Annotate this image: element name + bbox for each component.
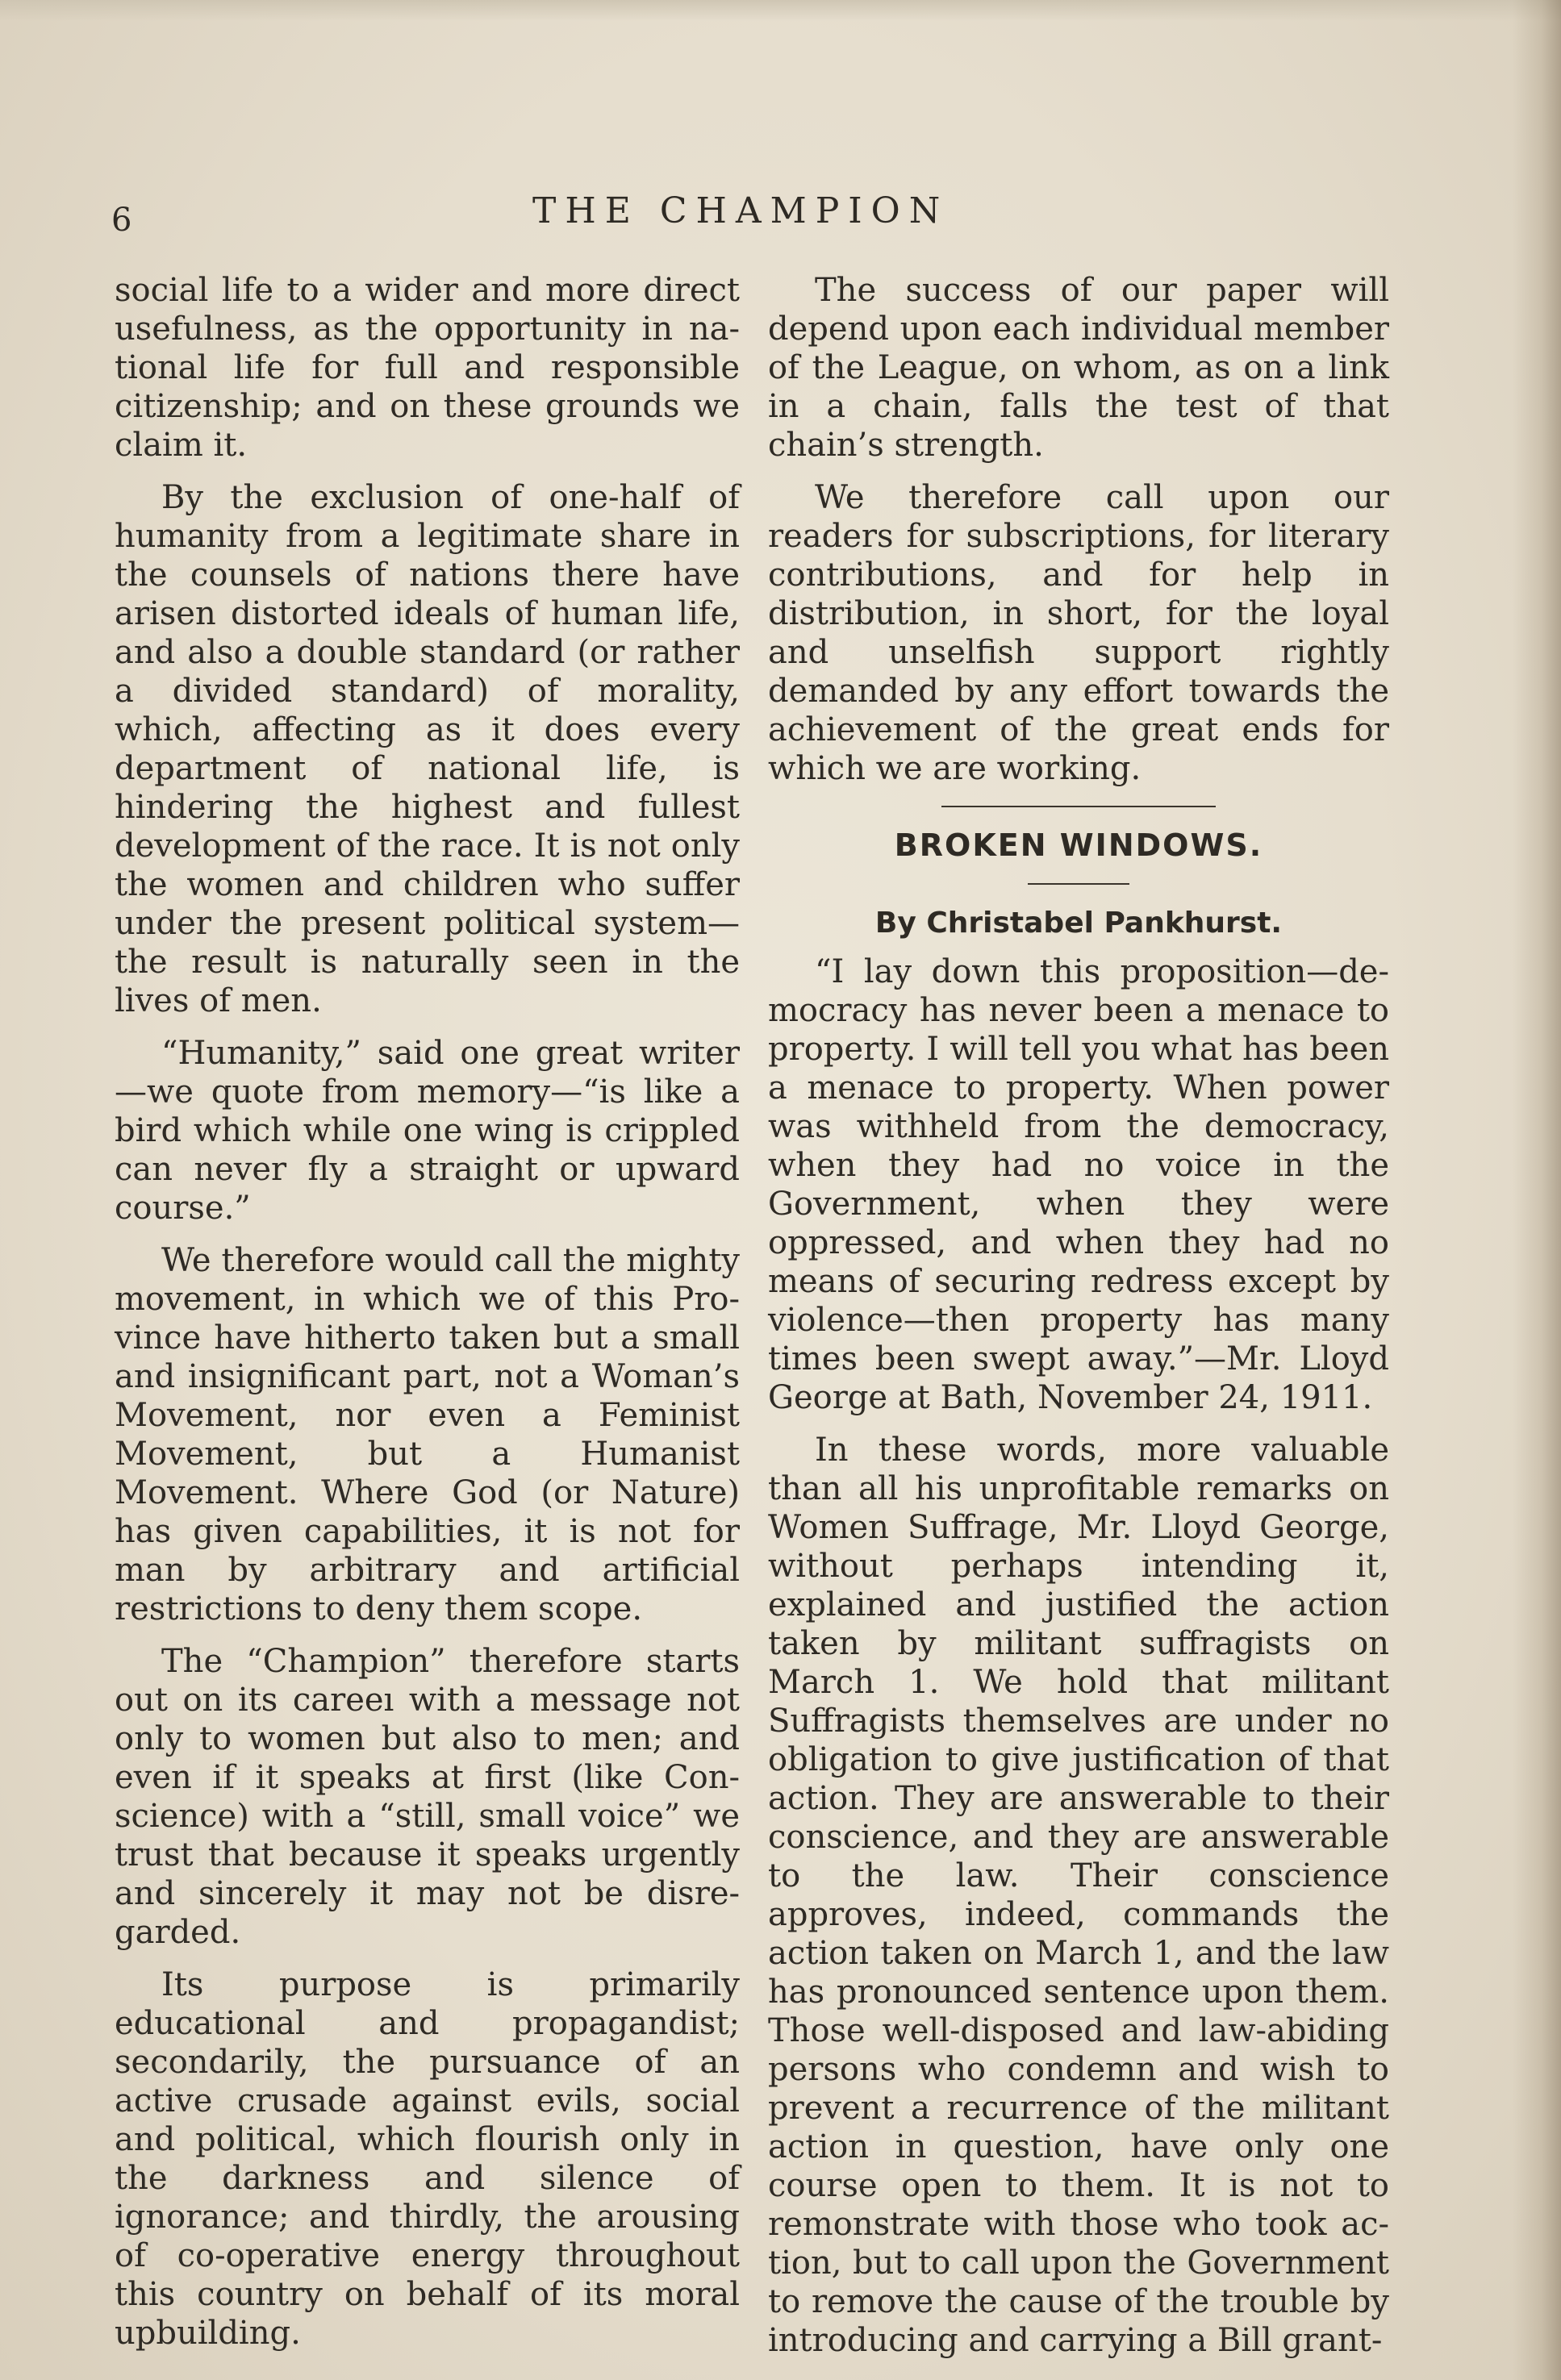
- left-paragraph-5: The “Champion” therefore starts out on its careeı with a message not only to women but also to men; and even if it speaks at first (like Conscience) with a “still, small voice” we trust that because it speaks urgently and sincerely it may not be disregarded.: [115, 1643, 740, 1951]
- article-paragraph-1: “I lay down this proposition—democracy has never been a menace to property. I will tell you what has been a menace to property. When power was withheld from the democracy, when they had no voice in the Government, when they were oppressed, and when they had no means of securing redress except by violence—then property has many times been swept away.”—Mr. Lloyd George at Bath, November 24, 1911.: [768, 953, 1389, 1416]
- title-divider: [1028, 883, 1129, 885]
- article-title: BROKEN WINDOWS.: [894, 827, 1263, 863]
- left-paragraph-3: “Humanity,” said one great writer —we quote from memory—“is like a bird which while one wing is crippled can never fly a straight or upward course.”: [115, 1035, 740, 1227]
- page-number: 6: [111, 202, 133, 239]
- left-paragraph-4: We therefore would call the mighty movement, in which we of this Province have hitherto taken but a small and insignificant part, not a Woman’s Movement, nor even a Feminist Movement, but a Humanist Movement. Where God (or Nature) has given capabilities, it is not for man by arbitrary and artificial restrictions to deny them scope.: [115, 1242, 740, 1628]
- left-paragraph-6: Its purpose is primarily educational and propagandist; secondarily, the pursuance of an active crusade against evils, social and political, which flourish only in the darkness and silence of ignorance; and thirdly, the arousing of co-operative energy throughout this country on behalf of its moral upbuilding.: [115, 1966, 740, 2352]
- right-paragraph-2: We therefore call upon our readers for subscriptions, for literary contributions, and for help in distribution, in short, for the loyal and unselfish support rightly demanded by any effort towards the achievement of the great ends for which we are working.: [768, 479, 1389, 787]
- left-paragraph-2: By the exclusion of one-half of humanity from a legitimate share in the counsels of nations there have arisen distorted ideals of human life, and also a double standard (or rather a divided standard) of morality, which, affecting as it does every department of national life, is hindering the highest and fullest development of the race. It is not only the women and children who suffer under the present political system—the result is naturally seen in the lives of men.: [115, 479, 740, 1019]
- left-column: [115, 271, 740, 2366]
- page-top-edge: [0, 0, 1561, 21]
- article-byline: By Christabel Pankhurst.: [874, 907, 1283, 940]
- right-paragraph-1: The success of our paper will depend upon each individual member of the League, on whom, as on a link in a chain, falls the test of that chain’s strength.: [768, 272, 1389, 464]
- article-paragraph-2: In these words, more valuable than all his unprofitable remarks on Women Suffrage, Mr. Lloyd George, without perhaps intending it, explained and justified the action taken by militant suffragists on March 1. We hold that militant Suffragists themselves are under no obligation to give justification of that action. They are answerable to their conscience, and they are answerable to the law. Their conscience approves, indeed, commands the action taken on March 1, and the law has pronounced sentence upon them. Those well-disposed and law-abiding persons who condemn and wish to prevent a recurrence of the militant action in question, have only one course open to them. It is not to remonstrate with those who took action, but to call upon the Government to remove the cause of the trouble by introducing and carrying a Bill grant-: [768, 1432, 1389, 2359]
- section-divider: [941, 806, 1216, 807]
- publication-title: THE CHAMPION: [532, 190, 950, 231]
- page-right-edge-shadow: [1513, 0, 1561, 2380]
- right-column: [768, 271, 1389, 2374]
- left-paragraph-1: social life to a wider and more direct usefulness, as the opportunity in national life for full and responsible citizenship; and on these grounds we claim it.: [115, 272, 740, 464]
